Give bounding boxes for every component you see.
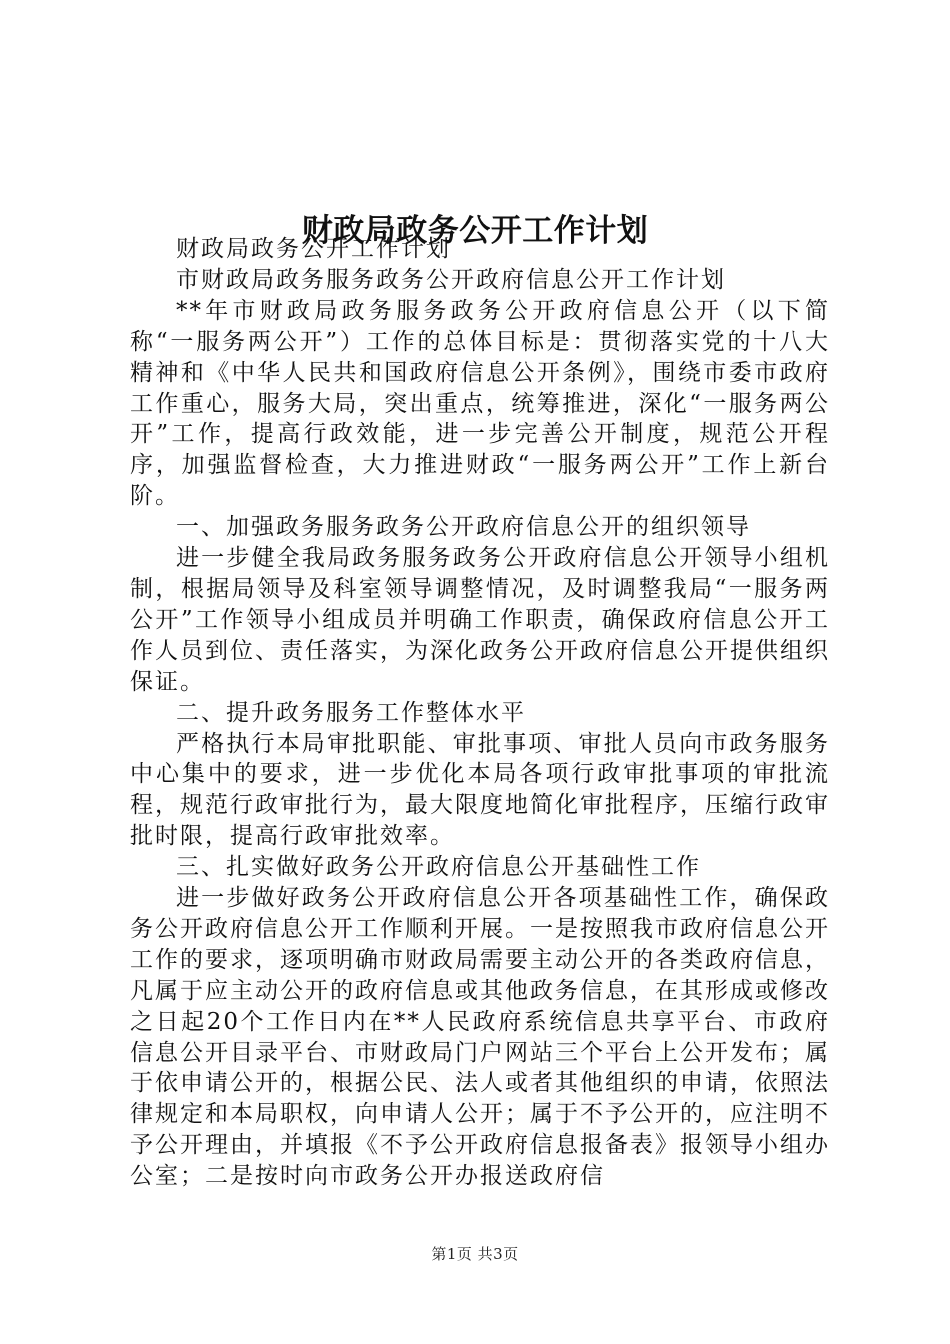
section-heading: 二、提升政务服务工作整体水平 xyxy=(176,699,526,726)
page-number-footer: 第1页 共3页 xyxy=(431,1245,519,1263)
body-paragraph: **年市财政局政务服务政务公开政府信息公开（以下简称“一服务两公开”）工作的总体目标是：贯彻落实党的十八大精神和《中华人民共和国政府信息公开条例》，围绕市委市政府工作重心，服务大局，突出重点，统筹推进，深化“一服务两公开”工作，提高行政效能，进一步完善公开制度，规范公开程序，加强监督检查，大力推进财政“一服务两公开”工作上新台阶。 xyxy=(130,297,830,510)
document-body xyxy=(130,234,830,1192)
section-heading: 三、扎实做好政务公开政府信息公开基础性工作 xyxy=(176,854,701,881)
section-heading: 一、加强政务服务政务公开政府信息公开的组织领导 xyxy=(176,514,751,541)
body-paragraph: 财政局政务公开工作计划 xyxy=(176,236,451,262)
body-paragraph: 严格执行本局审批职能、审批事项、审批人员向市政务服务中心集中的要求，进一步优化本局各项行政审批事项的审批流程，规范行政审批行为，最大限度地简化审批程序，压缩行政审批时限，提高行政审批效率。 xyxy=(130,730,830,850)
body-paragraph: 进一步做好政务公开政府信息公开各项基础性工作，确保政务公开政府信息公开工作顺利开展。一是按照我市政府信息公开工作的要求，逐项明确市财政局需要主动公开的各类政府信息，凡属于应主动公开的政府信息或其他政务信息，在其形成或修改之日起20个工作日内在**人民政府系统信息共享平台、市政府信息公开目录平台、市财政局门户网站三个平台上公开发布；属于依申请公开的，根据公民、法人或者其他组织的申请，依照法律规定和本局职权，向申请人公开；属于不予公开的，应注明不予公开理由，并填报《不予公开政府信息报备表》报领导小组办公室；二是按时向市政务公开办报送政府信 xyxy=(130,885,830,1190)
document-title: 财政局政务公开工作计划 xyxy=(301,212,649,249)
body-paragraph: 进一步健全我局政务服务政务公开政府信息公开领导小组机制，根据局领导及科室领导调整情况，及时调整我局“一服务两公开”工作领导小组成员并明确工作职责，确保政府信息公开工作人员到位、责任落实，为深化政务公开政府信息公开提供组织保证。 xyxy=(130,545,830,695)
body-paragraph: 市财政局政务服务政务公开政府信息公开工作计划 xyxy=(176,266,726,293)
